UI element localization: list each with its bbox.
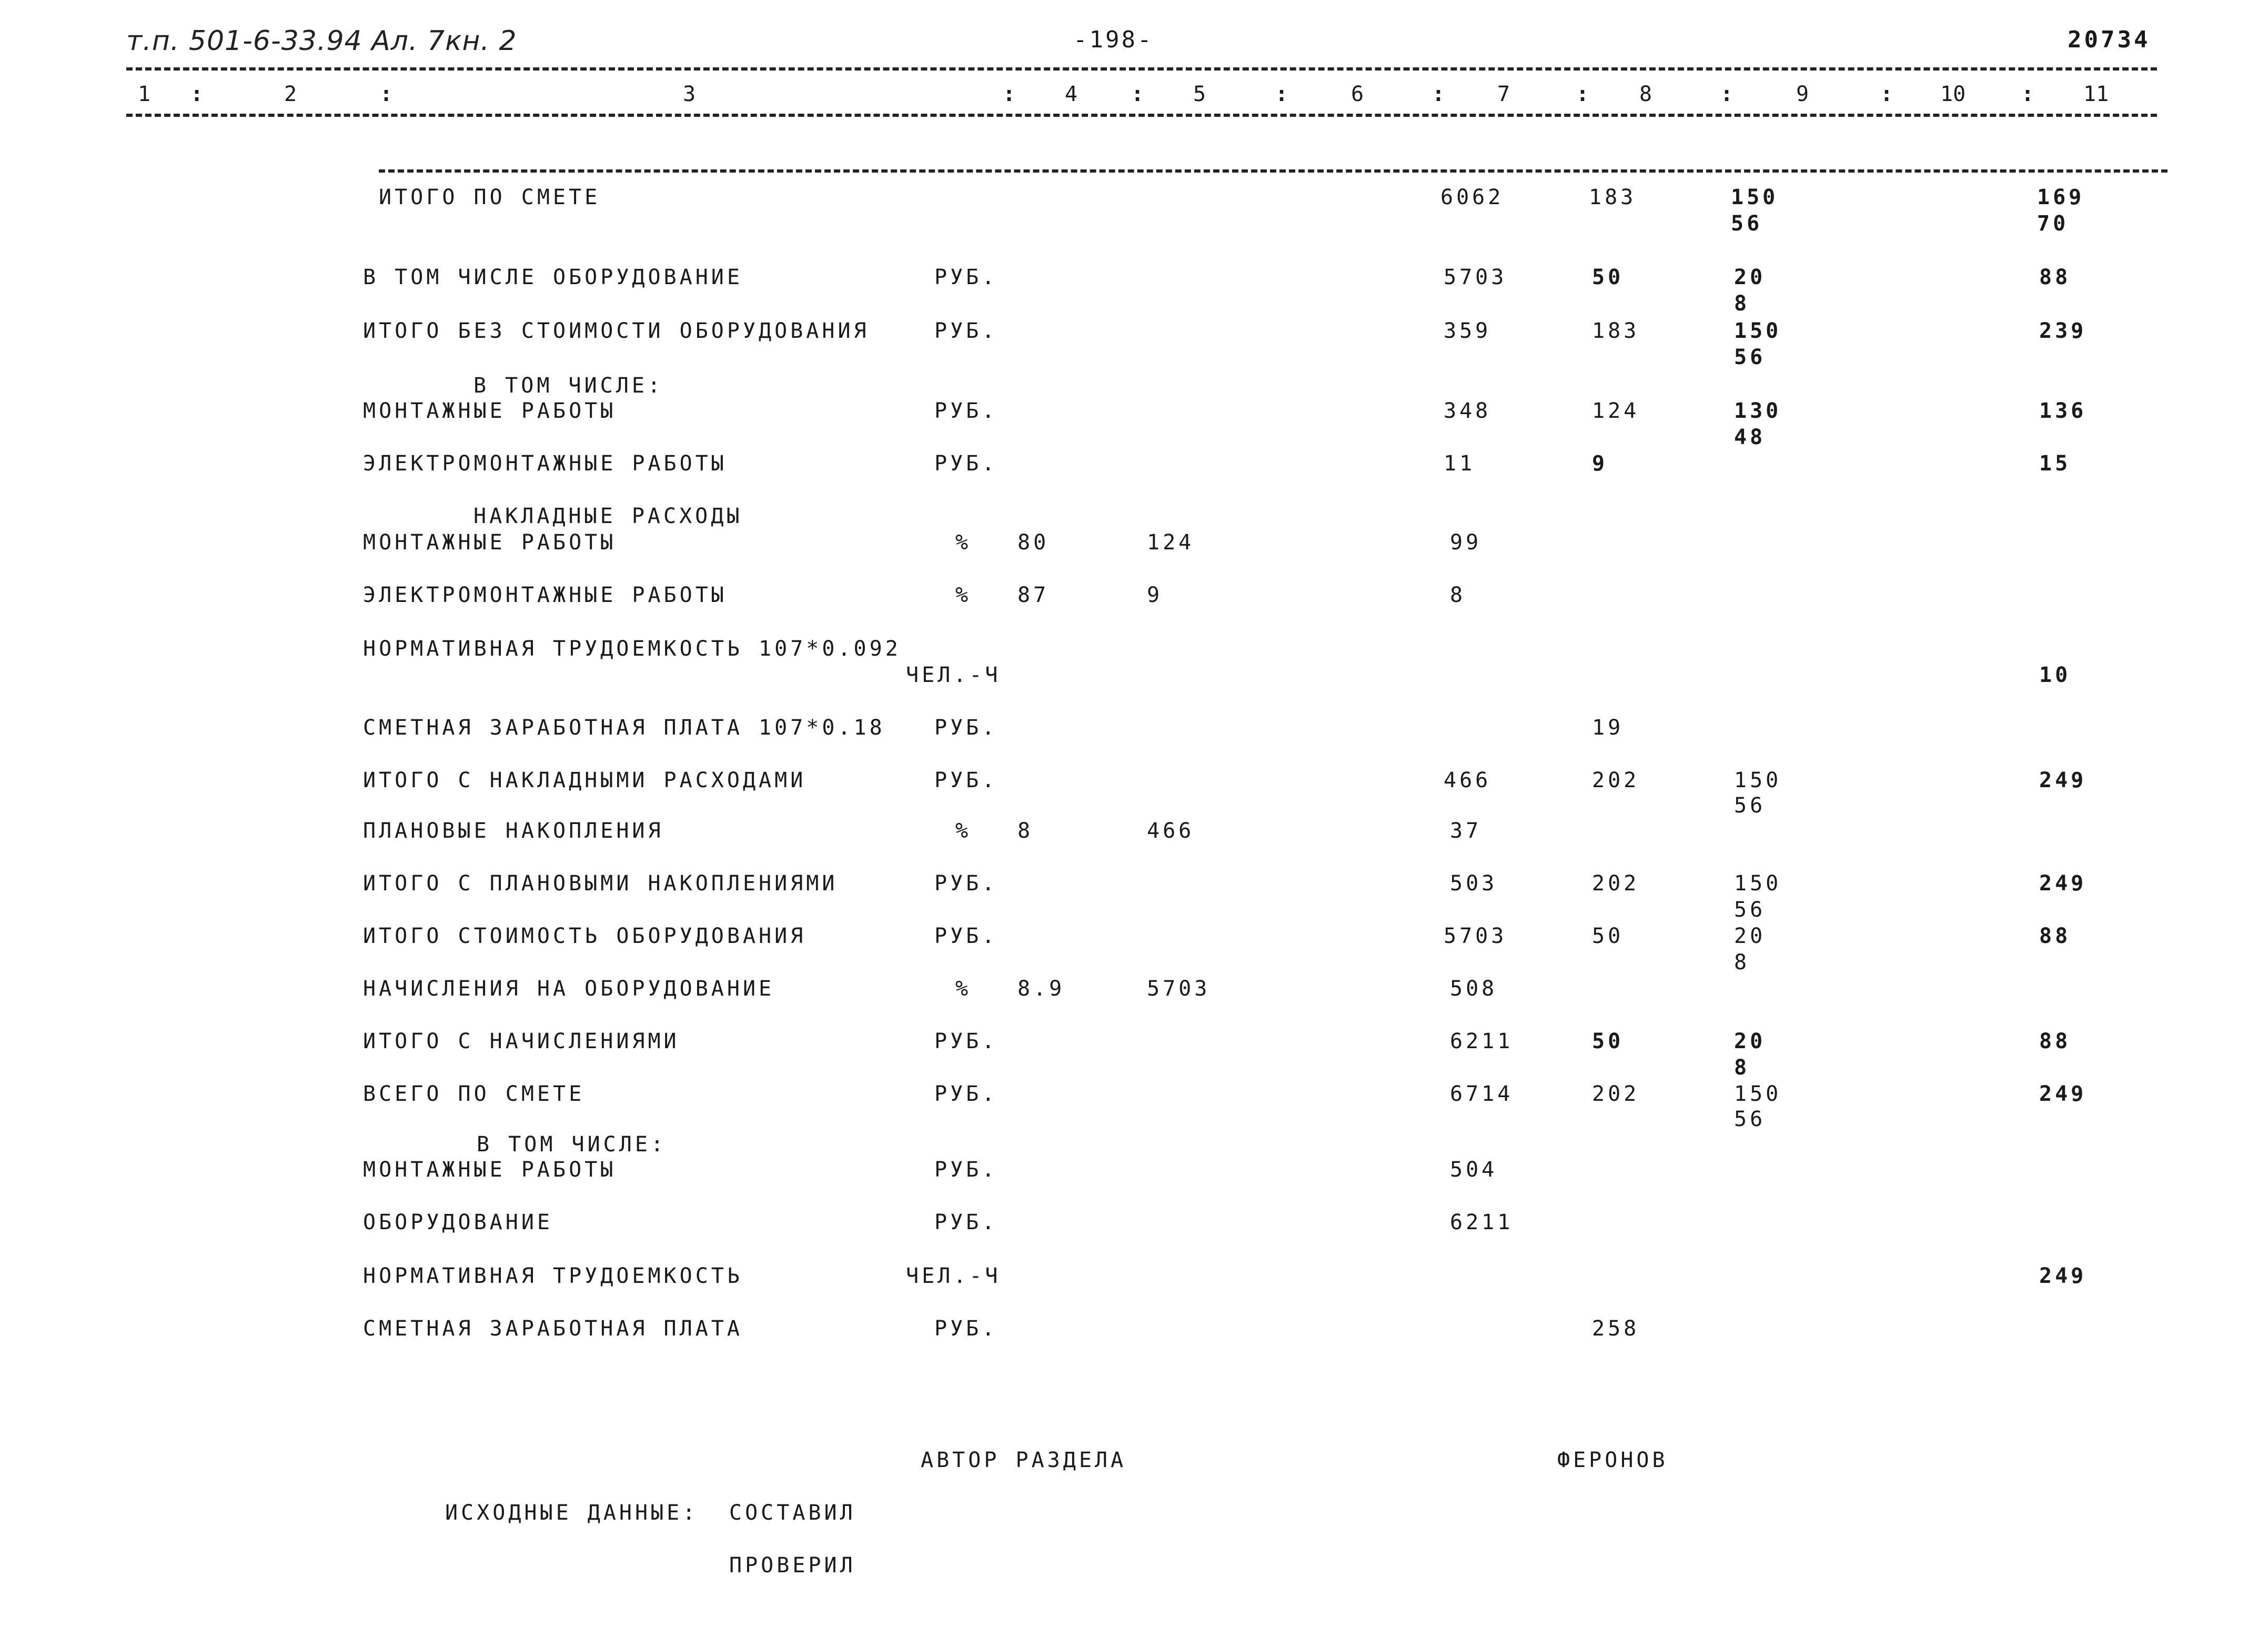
row-col9: 150 bbox=[1734, 1082, 1782, 1106]
section-heading: В ТОМ ЧИСЛЕ: bbox=[477, 1132, 667, 1157]
row-col11: 88 bbox=[2039, 265, 2071, 289]
source-data-label: ИСХОДНЫЕ ДАННЫЕ: bbox=[445, 1501, 699, 1525]
row-col7: 348 bbox=[1444, 399, 1491, 423]
row-col8: 202 bbox=[1592, 1082, 1640, 1106]
row-col11: 239 bbox=[2039, 319, 2087, 343]
row-unit: % bbox=[955, 530, 972, 555]
row-col9: 20 bbox=[1734, 924, 1766, 948]
col-header-10: 10 bbox=[1940, 82, 1966, 106]
row-unit: РУБ. bbox=[934, 319, 998, 343]
row-col4: 8.9 bbox=[1017, 977, 1065, 1001]
row-unit: ЧЕЛ.-Ч bbox=[906, 663, 1001, 687]
row-col7: 466 bbox=[1444, 768, 1491, 792]
row-col4: 87 bbox=[1017, 583, 1050, 607]
col-header-4: 4 bbox=[1065, 82, 1078, 106]
row-col9-sub: 56 bbox=[1731, 212, 1763, 236]
section-heading: В ТОМ ЧИСЛЕ: bbox=[473, 374, 663, 398]
row-col4: 8 bbox=[1017, 819, 1034, 843]
row-unit: РУБ. bbox=[934, 451, 998, 476]
row-col11: 249 bbox=[2039, 768, 2087, 792]
row-col9: 150 bbox=[1734, 319, 1782, 343]
row-col8: 258 bbox=[1592, 1317, 1640, 1341]
row-col8: 183 bbox=[1592, 319, 1640, 343]
row-unit: % bbox=[955, 583, 972, 607]
compiled-by-label: СОСТАВИЛ bbox=[729, 1501, 856, 1525]
row-unit: % bbox=[955, 977, 972, 1001]
row-col9-sub: 56 bbox=[1734, 794, 1766, 818]
row-unit: РУБ. bbox=[934, 1158, 998, 1182]
document-number: 20734 bbox=[2068, 26, 2151, 53]
row-col8: 19 bbox=[1592, 716, 1624, 740]
row-col8: 202 bbox=[1592, 768, 1640, 792]
col-header-8: 8 bbox=[1639, 82, 1652, 106]
row-col8: 50 bbox=[1592, 924, 1624, 948]
row-label: НОРМАТИВНАЯ ТРУДОЕМКОСТЬ bbox=[363, 1264, 743, 1288]
row-col7: 359 bbox=[1444, 319, 1491, 343]
section-heading: НАКЛАДНЫЕ РАСХОДЫ bbox=[473, 504, 743, 528]
author-label: АВТОР РАЗДЕЛА bbox=[921, 1448, 1127, 1472]
row-col9: 150 bbox=[1734, 768, 1782, 792]
row-col7: 508 bbox=[1450, 977, 1498, 1001]
row-col7: 99 bbox=[1450, 530, 1482, 555]
col-separator: : bbox=[1576, 82, 1589, 106]
row-label: ЭЛЕКТРОМОНТАЖНЫЕ РАБОТЫ bbox=[363, 583, 727, 607]
row-col11-sub: 70 bbox=[2037, 212, 2069, 236]
row-col7: 504 bbox=[1450, 1158, 1498, 1182]
row-col7: 6211 bbox=[1450, 1210, 1514, 1234]
row-unit: РУБ. bbox=[934, 768, 998, 792]
col-header-5: 5 bbox=[1193, 82, 1206, 106]
page-number: -198- bbox=[1073, 26, 1154, 53]
row-label: ИТОГО С НАКЛАДНЫМИ РАСХОДАМИ bbox=[363, 768, 807, 792]
row-label: СМЕТНАЯ ЗАРАБОТНАЯ ПЛАТА bbox=[363, 1317, 743, 1341]
col-separator: : bbox=[1880, 82, 1893, 106]
checked-by-label: ПРОВЕРИЛ bbox=[729, 1553, 856, 1578]
row-col9-sub: 56 bbox=[1734, 898, 1766, 922]
row-col7: 11 bbox=[1444, 451, 1476, 476]
row-unit: РУБ. bbox=[934, 1029, 998, 1053]
row-col11: 249 bbox=[2039, 1264, 2087, 1288]
col-header-2: 2 bbox=[284, 82, 297, 106]
row-unit: РУБ. bbox=[934, 1317, 998, 1341]
row-label: МОНТАЖНЫЕ РАБОТЫ bbox=[363, 399, 617, 423]
row-col7: 37 bbox=[1450, 819, 1482, 843]
row-col11: 249 bbox=[2039, 871, 2087, 896]
row-col11: 136 bbox=[2039, 399, 2087, 423]
row-col9-sub: 48 bbox=[1734, 425, 1766, 449]
row-col5: 124 bbox=[1147, 530, 1195, 555]
row-label: НОРМАТИВНАЯ ТРУДОЕМКОСТЬ 107*0.092 bbox=[363, 637, 901, 661]
row-col9-sub: 8 bbox=[1734, 1056, 1750, 1080]
row-col7: 6211 bbox=[1450, 1029, 1514, 1053]
row-unit: РУБ. bbox=[934, 1082, 998, 1106]
row-col9: 150 bbox=[1734, 871, 1782, 896]
row-label: ИТОГО ПО СМЕТЕ bbox=[379, 185, 601, 209]
row-col7: 8 bbox=[1450, 583, 1466, 607]
col-separator: : bbox=[1131, 82, 1144, 106]
col-separator: : bbox=[380, 82, 393, 106]
table-top-divider bbox=[379, 169, 2168, 173]
col-header-9: 9 bbox=[1796, 82, 1809, 106]
row-col11: 10 bbox=[2039, 663, 2071, 687]
row-unit: % bbox=[955, 819, 972, 843]
row-label: ВСЕГО ПО СМЕТЕ bbox=[363, 1082, 585, 1106]
row-label: ИТОГО БЕЗ СТОИМОСТИ ОБОРУДОВАНИЯ bbox=[363, 319, 870, 343]
row-col11: 249 bbox=[2039, 1082, 2087, 1106]
row-col8: 124 bbox=[1592, 399, 1640, 423]
row-col9-sub: 56 bbox=[1734, 1107, 1766, 1131]
row-label: ИТОГО С ПЛАНОВЫМИ НАКОПЛЕНИЯМИ bbox=[363, 871, 838, 896]
row-col11: 88 bbox=[2039, 1029, 2071, 1053]
row-unit: РУБ. bbox=[934, 716, 998, 740]
col-header-1: 1 bbox=[138, 82, 151, 106]
col-separator: : bbox=[2021, 82, 2034, 106]
row-col9-sub: 56 bbox=[1734, 345, 1766, 369]
row-col8: 202 bbox=[1592, 871, 1640, 896]
col-header-3: 3 bbox=[683, 82, 696, 106]
row-label: СМЕТНАЯ ЗАРАБОТНАЯ ПЛАТА 107*0.18 bbox=[363, 716, 885, 740]
row-col7: 5703 bbox=[1444, 924, 1507, 948]
col-header-11: 11 bbox=[2083, 82, 2109, 106]
row-label: МОНТАЖНЫЕ РАБОТЫ bbox=[363, 1158, 617, 1182]
row-col9: 150 bbox=[1731, 185, 1779, 209]
row-col11: 15 bbox=[2039, 451, 2071, 476]
row-unit: РУБ. bbox=[934, 399, 998, 423]
row-col8: 9 bbox=[1592, 451, 1608, 476]
row-col7: 6714 bbox=[1450, 1082, 1514, 1106]
col-separator: : bbox=[1720, 82, 1733, 106]
row-col8: 50 bbox=[1592, 265, 1624, 289]
row-label: ЭЛЕКТРОМОНТАЖНЫЕ РАБОТЫ bbox=[363, 451, 727, 476]
col-separator: : bbox=[1003, 82, 1016, 106]
row-unit: РУБ. bbox=[934, 871, 998, 896]
row-col11: 169 bbox=[2037, 185, 2085, 209]
row-label: ПЛАНОВЫЕ НАКОПЛЕНИЯ bbox=[363, 819, 664, 843]
header-divider-bottom bbox=[126, 114, 2157, 117]
row-col8: 183 bbox=[1589, 185, 1637, 209]
col-header-7: 7 bbox=[1497, 82, 1510, 106]
row-col9: 20 bbox=[1734, 265, 1766, 289]
col-separator: : bbox=[190, 82, 204, 106]
row-label: ИТОГО С НАЧИСЛЕНИЯМИ bbox=[363, 1029, 680, 1053]
row-col7: 6062 bbox=[1440, 185, 1504, 209]
row-unit: РУБ. bbox=[934, 265, 998, 289]
row-col9: 130 bbox=[1734, 399, 1782, 423]
col-separator: : bbox=[1275, 82, 1288, 106]
author-name: ФЕРОНОВ bbox=[1557, 1448, 1668, 1472]
row-col7: 503 bbox=[1450, 871, 1498, 896]
row-col7: 5703 bbox=[1444, 265, 1507, 289]
row-col5: 5703 bbox=[1147, 977, 1211, 1001]
row-label: НАЧИСЛЕНИЯ НА ОБОРУДОВАНИЕ bbox=[363, 977, 775, 1001]
row-col5: 9 bbox=[1147, 583, 1163, 607]
row-col11: 88 bbox=[2039, 924, 2071, 948]
col-header-6: 6 bbox=[1351, 82, 1364, 106]
row-unit: РУБ. bbox=[934, 1210, 998, 1234]
row-unit: РУБ. bbox=[934, 924, 998, 948]
row-col5: 466 bbox=[1147, 819, 1195, 843]
row-label: ИТОГО СТОИМОСТЬ ОБОРУДОВАНИЯ bbox=[363, 924, 807, 948]
col-separator: : bbox=[1432, 82, 1445, 106]
row-col4: 80 bbox=[1017, 530, 1050, 555]
row-col9-sub: 8 bbox=[1734, 950, 1750, 975]
row-col9-sub: 8 bbox=[1734, 292, 1750, 316]
row-col8: 50 bbox=[1592, 1029, 1624, 1053]
row-label: ОБОРУДОВАНИЕ bbox=[363, 1210, 553, 1234]
row-label: МОНТАЖНЫЕ РАБОТЫ bbox=[363, 530, 617, 555]
row-unit: ЧЕЛ.-Ч bbox=[906, 1264, 1001, 1288]
row-label: В ТОМ ЧИСЛЕ ОБОРУДОВАНИЕ bbox=[363, 265, 743, 289]
header-divider-top bbox=[126, 67, 2157, 71]
row-col9: 20 bbox=[1734, 1029, 1766, 1053]
document-reference: т.п. 501-6-33.94 Ал. 7кн. 2 bbox=[126, 25, 517, 57]
